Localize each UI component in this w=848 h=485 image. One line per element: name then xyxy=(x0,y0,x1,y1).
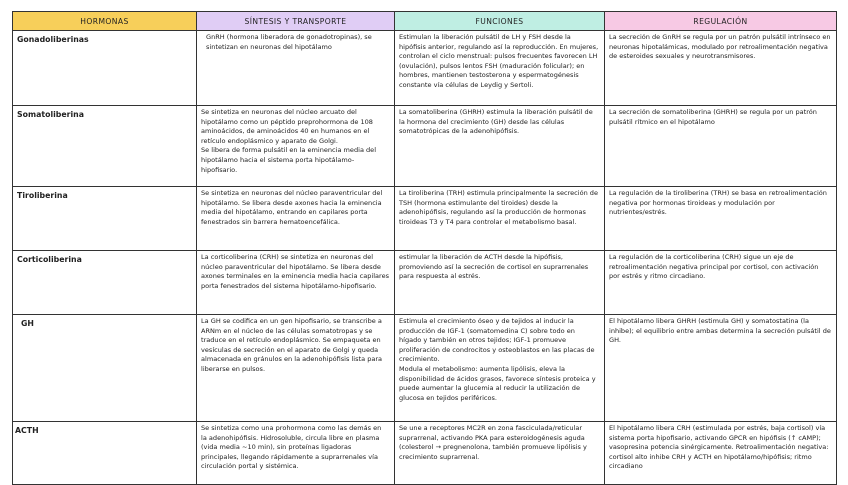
funciones-cell: La somatoliberina (GHRH) estimula la liberación pulsátil de la hormona del crecimiento (GH) desde las células somatotrópicas de la adenohipófisis. xyxy=(395,106,605,187)
funciones-cell: La tiroliberina (TRH) estimula principalmente la secreción de TSH (hormona estimulante del tiroides) desde la adenohipófisis, regulando así la producción de hormonas tiroideas T3 y T4 para controlar el metabolismo basal. xyxy=(395,187,605,251)
hormone-name: ACTH xyxy=(13,422,197,485)
regulacion-cell: El hipotálamo libera CRH (estimulada por estrés, baja cortisol) vía sistema porta hipofisario, activando GPCR en hipófisis (↑ cAMP); vasopresina potencia sinérgicamente. Retroalimentación negativa: cortisol alto inhibe CRH y ACTH en hipotálamo/hipófisis; ritmo circadiano xyxy=(605,422,837,485)
regulacion-cell: El hipotálamo libera GHRH (estimula GH) y somatostatina (la inhibe); el equilibrio entre ambas determina la secreción pulsátil de GH. xyxy=(605,315,837,422)
table-row xyxy=(13,106,837,187)
regulacion-cell: La regulación de la corticoliberina (CRH) sigue un eje de retroalimentación negativa principal por cortisol, con activación por estrés y ritmo circadiano. xyxy=(605,251,837,315)
table-row xyxy=(13,315,837,422)
sintesis-cell: La corticoliberina (CRH) se sintetiza en neuronas del núcleo paraventricular del hipotálamo. Se libera desde axones terminales en la eminencia media hacia capilares porta fenestrados del sistema hipotálamo-hipofisario. xyxy=(197,251,395,315)
table-row xyxy=(13,187,837,251)
hormone-name: Tiroliberina xyxy=(13,187,197,251)
funciones-cell: estimular la liberación de ACTH desde la hipófisis, promoviendo así la secreción de cortisol en suprarrenales para respuesta al estrés. xyxy=(395,251,605,315)
sintesis-cell: Se sintetiza en neuronas del núcleo paraventricular del hipotálamo. Se libera desde axones hacia la eminencia media del hipotálamo, entrando en capilares porta fenestrados sin barrera hematoencefálica. xyxy=(197,187,395,251)
regulacion-cell: La regulación de la tiroliberina (TRH) se basa en retroalimentación negativa por hormonas tiroideas y modulación por nutrientes/estrés. xyxy=(605,187,837,251)
header-regulacion: REGULACIÓN xyxy=(605,12,837,31)
hormone-name: Gonadoliberinas xyxy=(13,31,197,106)
sintesis-cell: La GH se codifica en un gen hipofisario, se transcribe a ARNm en el núcleo de las células somatotropas y se traduce en el retículo endoplásmico. Se empaqueta en vesículas de secreción en el aparato de Golgi y queda almacenada en gránulos en la adenohipófisis lista para liberarse en pulsos. xyxy=(197,315,395,422)
table-row xyxy=(13,31,837,106)
hormone-name: GH xyxy=(13,315,197,422)
header-row xyxy=(13,12,837,31)
hormone-name: Somatoliberina xyxy=(13,106,197,187)
header-sintesis: SÍNTESIS Y TRANSPORTE xyxy=(197,12,395,31)
sintesis-cell: Se sintetiza como una prohormona como las demás en la adenohipófisis. Hidrosoluble, circula libre en plasma (vida media ~10 min), sin proteínas ligadoras principales, llegando rápidamente a suprarrenales vía circulación portal y sistémica. xyxy=(197,422,395,485)
regulacion-cell: La secreción de somatoliberina (GHRH) se regula por un patrón pulsátil rítmico en el hipotálamo xyxy=(605,106,837,187)
hormone-table xyxy=(12,11,836,485)
header-hormonas: HORMONAS xyxy=(13,12,197,31)
table-row xyxy=(13,422,837,485)
hormone-name: Corticoliberina xyxy=(13,251,197,315)
funciones-cell: Estimulan la liberación pulsátil de LH y FSH desde la hipófisis anterior, regulando así la reproducción. En mujeres, controlan el ciclo menstrual: pulsos frecuentes favorecen LH (ovulación), pulsos lentos FSH (maduración folicular); en hombres, mantienen testosterona y espermatogénesis constante vía células de Leydig y Sertoli. xyxy=(395,31,605,106)
table xyxy=(12,11,837,485)
funciones-cell: Se une a receptores MC2R en zona fasciculada/reticular suprarrenal, activando PKA para esteroidogénesis aguda (colesterol → pregnenolona, también promueve lipólisis y crecimiento suprarrenal. xyxy=(395,422,605,485)
sintesis-cell: GnRH (hormona liberadora de gonadotropinas), se sintetizan en neuronas del hipotálamo xyxy=(197,31,395,106)
funciones-cell: Estimula el crecimiento óseo y de tejidos al inducir la producción de IGF-1 (somatomedina C) sobre todo en hígado y también en otros tejidos; IGF-1 promueve proliferación de condrocitos y osteoblastos en las placas de crecimiento. Modula el metabolismo: aumenta lipólisis, eleva la disponibilidad de ácidos grasos, favorece síntesis proteica y puede aumentar la glucemia al reducir la utilización de glucosa en tejidos periféricos. xyxy=(395,315,605,422)
table-row xyxy=(13,251,837,315)
regulacion-cell: La secreción de GnRH se regula por un patrón pulsátil intrínseco en neuronas hipotalámicas, modulado por retroalimentación negativa de esteroides sexuales y neurotransmisores. xyxy=(605,31,837,106)
header-funciones: FUNCIONES xyxy=(395,12,605,31)
sintesis-cell: Se sintetiza en neuronas del núcleo arcuato del hipotálamo como un péptido preprohormona de 108 aminoácidos, de aminoácidos 40 en humanos en el retículo endoplásmico y aparato de Golgi. Se libera de forma pulsátil en la eminencia media del hipotálamo hacia el sistema porta hipotálamo-hipofisario. xyxy=(197,106,395,187)
